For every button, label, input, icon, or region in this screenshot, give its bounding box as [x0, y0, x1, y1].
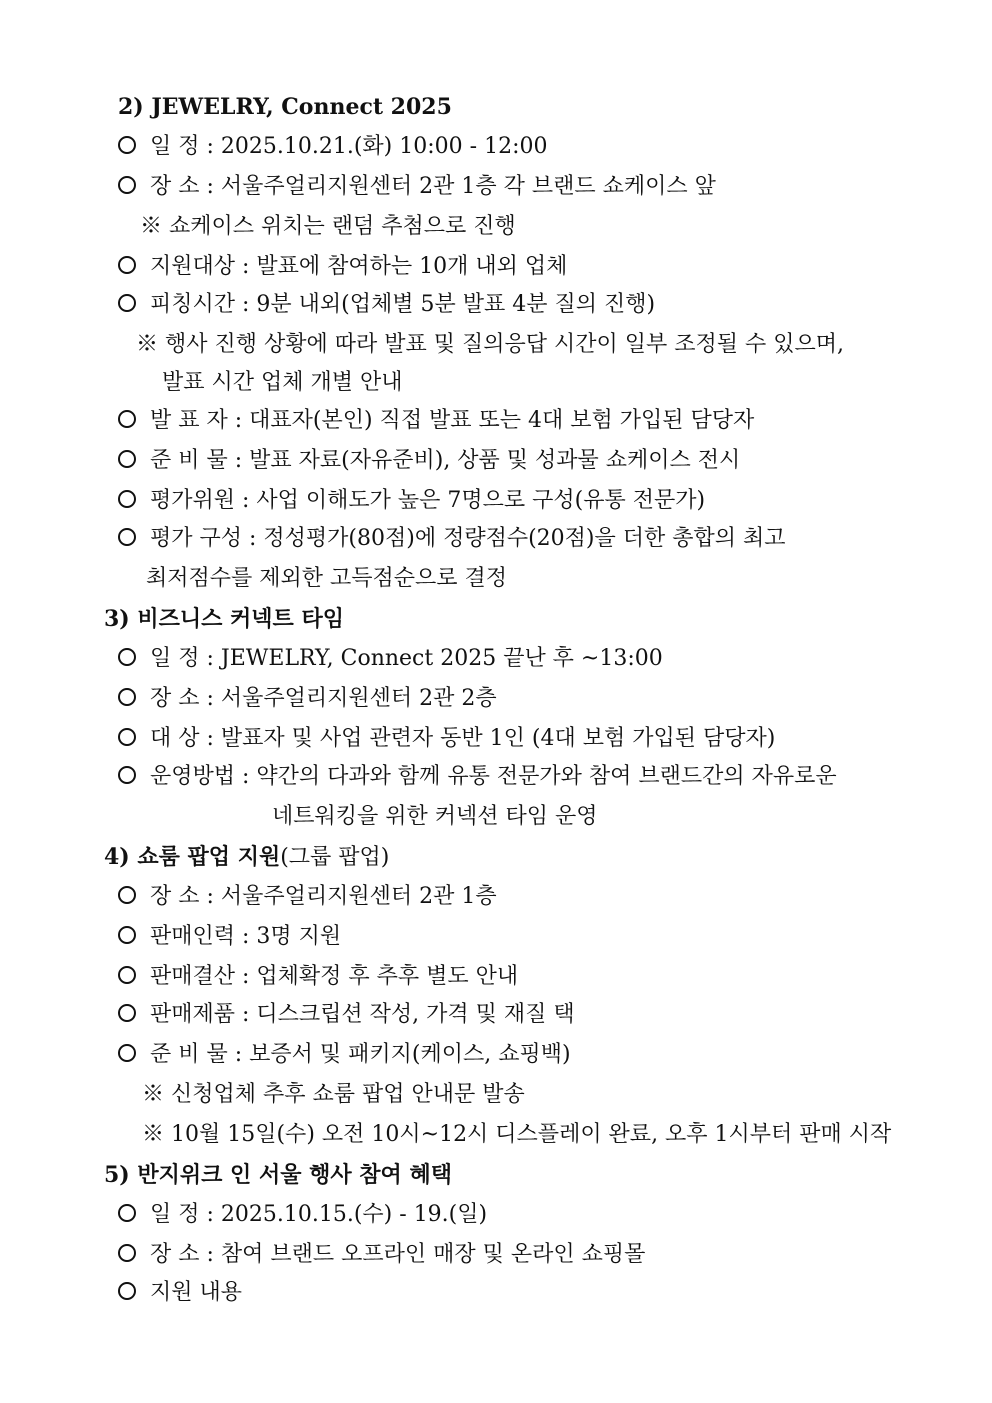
s2-pitch-time: 피칭시간 : 9분 내외(업체별 5분 발표 4분 질의 진행) — [150, 292, 656, 317]
s3-method-1: 운영방법 : 약간의 다과와 함께 유통 전문가와 참여 브랜드간의 자유로운 — [150, 764, 837, 789]
s2-eval-1: 평가 구성 : 정성평가(80점)에 정량점수(20점)을 더한 총합의 최고 — [150, 526, 786, 551]
s3-method-2: 네트워킹을 위한 커넥션 타임 운영 — [272, 804, 598, 829]
s4-settlement-line — [118, 962, 518, 992]
s5-venue: 장 소 : 참여 브랜드 오프라인 매장 및 온라인 쇼핑몰 — [150, 1242, 646, 1267]
s3-schedule-line — [118, 644, 663, 674]
s5-schedule: 일 정 : 2025.10.15.(수) - 19.(일) — [150, 1202, 488, 1227]
s4-materials: 준 비 물 : 보증서 및 패키지(케이스, 쇼핑백) — [150, 1042, 571, 1067]
s2-pitch-note-2: 발표 시간 업체 개별 안내 — [162, 370, 403, 395]
circle-bullet-icon — [118, 528, 136, 546]
s2-materials-line — [118, 446, 740, 476]
s3-venue: 장 소 : 서울주얼리지원센터 2관 2층 — [150, 686, 497, 711]
s4-settlement: 판매결산 : 업체확정 후 추후 별도 안내 — [150, 964, 519, 989]
circle-bullet-icon — [118, 1044, 136, 1062]
circle-bullet-icon — [118, 1204, 136, 1222]
s2-pitch-note-1: ※ 행사 진행 상황에 따라 발표 및 질의응답 시간이 일부 조정될 수 있으며, — [136, 332, 844, 357]
circle-bullet-icon — [118, 886, 136, 904]
s3-method-line — [118, 762, 837, 792]
s3-target: 대 상 : 발표자 및 사업 관련자 동반 1인 (4대 보험 가입된 담당자) — [150, 726, 776, 751]
s4-venue-line — [118, 882, 497, 912]
s4-staff-line — [118, 922, 341, 952]
circle-bullet-icon — [118, 410, 136, 428]
circle-bullet-icon — [118, 1244, 136, 1262]
circle-bullet-icon — [118, 926, 136, 944]
s2-venue: 장 소 : 서울주얼리지원센터 2관 1층 각 브랜드 쇼케이스 앞 — [150, 174, 716, 199]
s2-venue-note: ※ 쇼케이스 위치는 랜덤 추첨으로 진행 — [140, 214, 516, 239]
s2-target: 지원대상 : 발표에 참여하는 10개 내외 업체 — [150, 254, 568, 279]
s2-materials: 준 비 물 : 발표 자료(자유준비), 상품 및 성과물 쇼케이스 전시 — [150, 448, 741, 473]
s4-products: 판매제품 : 디스크립션 작성, 가격 및 재질 택 — [150, 1002, 575, 1027]
circle-bullet-icon — [118, 1004, 136, 1022]
s4-venue: 장 소 : 서울주얼리지원센터 2관 1층 — [150, 884, 497, 909]
circle-bullet-icon — [118, 966, 136, 984]
circle-bullet-icon — [118, 1282, 136, 1300]
s5-schedule-line — [118, 1200, 487, 1230]
s2-eval-line — [118, 524, 785, 554]
circle-bullet-icon — [118, 766, 136, 784]
s4-staff: 판매인력 : 3명 지원 — [150, 924, 342, 949]
s4-products-line — [118, 1000, 575, 1030]
circle-bullet-icon — [118, 176, 136, 194]
s5-venue-line — [118, 1240, 645, 1270]
s2-presenter-line — [118, 406, 754, 436]
s2-pitch-line — [118, 290, 655, 320]
s4-materials-line — [118, 1040, 571, 1070]
s5-content-line — [118, 1278, 242, 1308]
circle-bullet-icon — [118, 648, 136, 666]
s4-heading-rest: (그룹 팝업) — [280, 845, 390, 870]
s2-schedule: 일 정 : 2025.10.21.(화) 10:00 - 12:00 — [150, 134, 548, 159]
section-3-heading: 3) 비즈니스 커넥트 타임 — [104, 606, 344, 632]
s4-note-2: ※ 10월 15일(수) 오전 10시~12시 디스플레이 완료, 오후 1시부터 판매 시작 — [142, 1122, 892, 1147]
circle-bullet-icon — [118, 294, 136, 312]
circle-bullet-icon — [118, 688, 136, 706]
s5-content: 지원 내용 — [150, 1280, 243, 1305]
circle-bullet-icon — [118, 490, 136, 508]
s3-target-line — [118, 724, 775, 754]
s3-venue-line — [118, 684, 497, 714]
s2-judges-line — [118, 486, 705, 516]
circle-bullet-icon — [118, 136, 136, 154]
section-4-heading — [104, 842, 389, 872]
s2-schedule-line — [118, 132, 547, 162]
section-5-heading: 5) 반지위크 인 서울 행사 참여 혜택 — [104, 1162, 452, 1188]
s2-eval-2: 최저점수를 제외한 고득점순으로 결정 — [146, 566, 508, 591]
circle-bullet-icon — [118, 728, 136, 746]
circle-bullet-icon — [118, 450, 136, 468]
circle-bullet-icon — [118, 256, 136, 274]
s2-venue-line — [118, 172, 716, 202]
s2-judges: 평가위원 : 사업 이해도가 높은 7명으로 구성(유통 전문가) — [150, 488, 706, 513]
s4-heading-bold: 4) 쇼룸 팝업 지원 — [104, 844, 281, 870]
section-2-heading: 2) JEWELRY, Connect 2025 — [118, 94, 452, 120]
s3-schedule: 일 정 : JEWELRY, Connect 2025 끝난 후 ~13:00 — [150, 646, 663, 671]
s2-target-line — [118, 252, 567, 282]
s2-presenter: 발 표 자 : 대표자(본인) 직접 발표 또는 4대 보험 가입된 담당자 — [150, 408, 755, 433]
s4-note-1: ※ 신청업체 추후 쇼룸 팝업 안내문 발송 — [142, 1082, 525, 1107]
